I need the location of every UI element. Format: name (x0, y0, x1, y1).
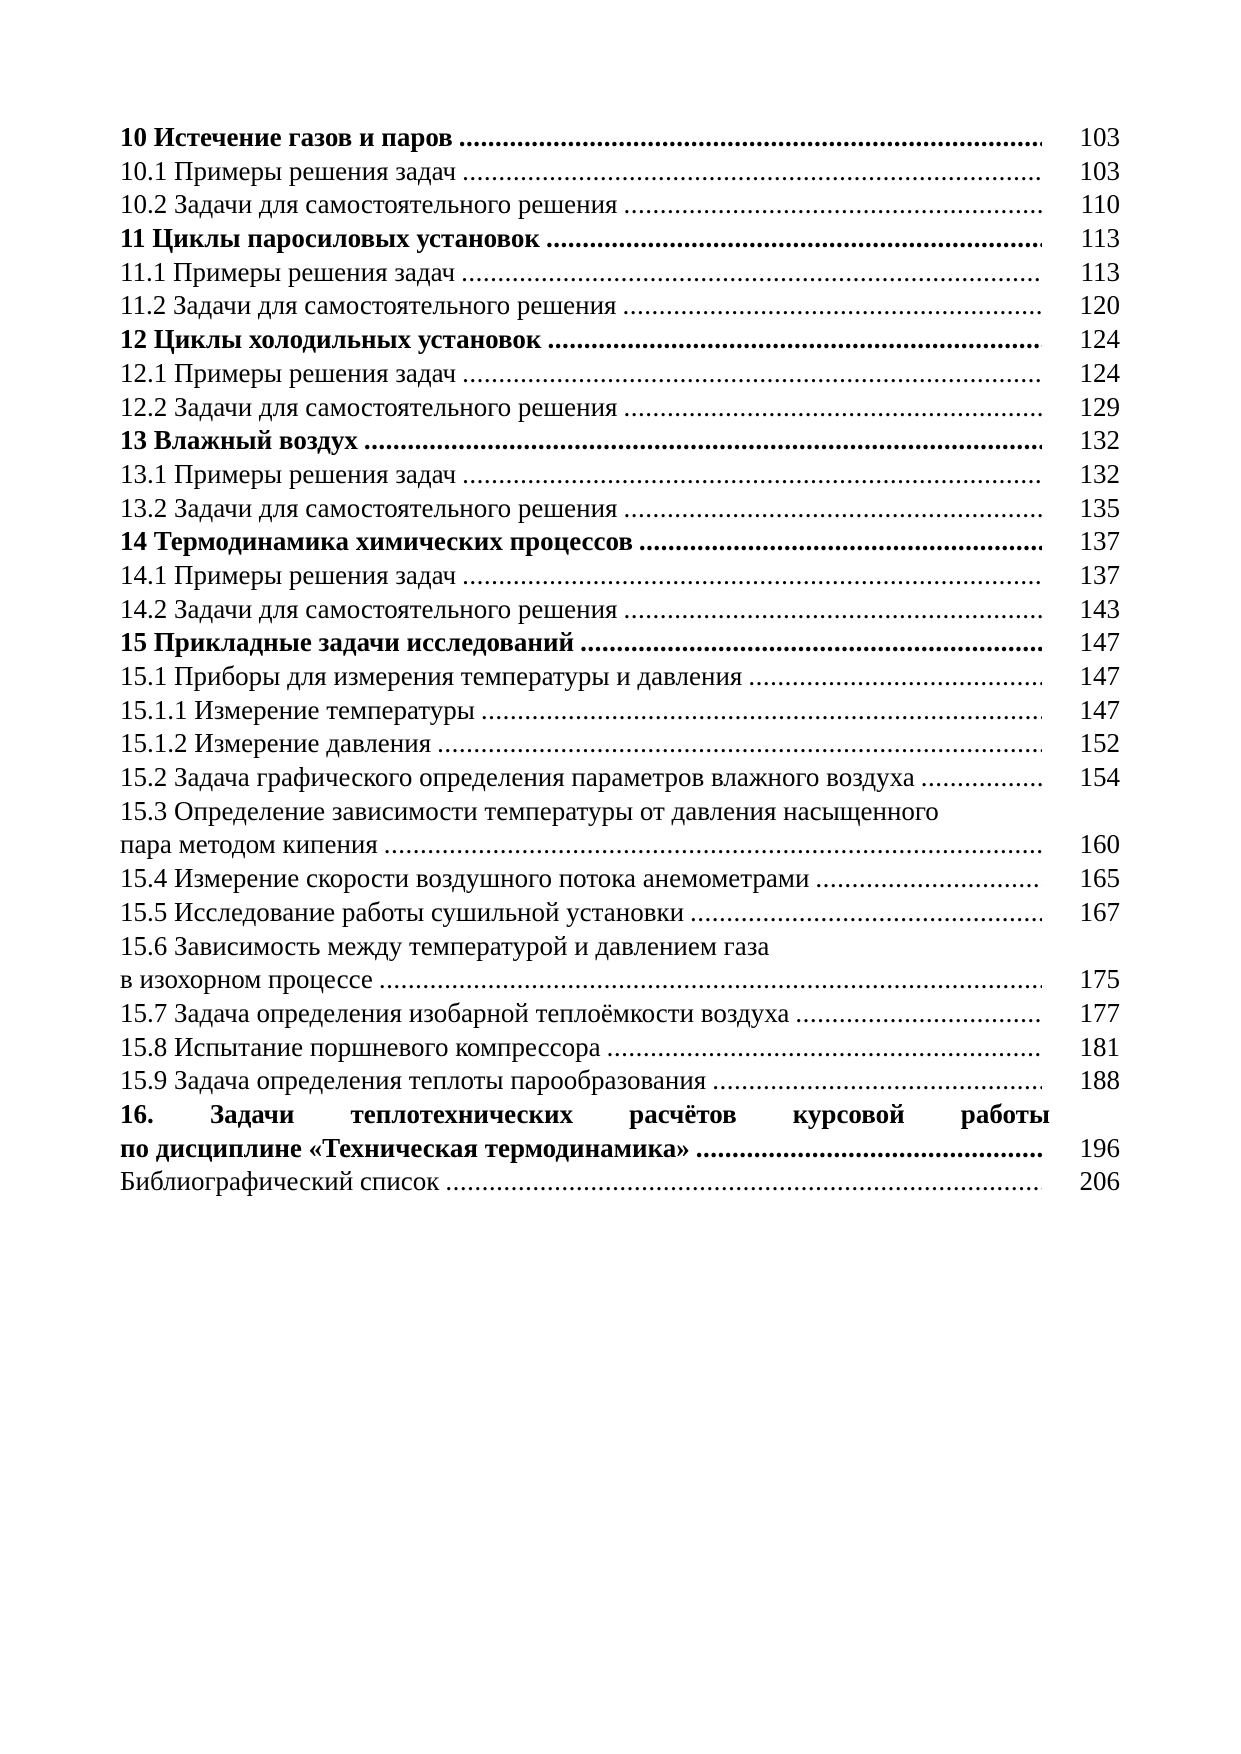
dot-leader (547, 323, 1042, 357)
toc-entry (120, 593, 1120, 627)
dot-leader (815, 862, 1042, 896)
toc-entry (120, 626, 1120, 660)
toc-page-number: 132 (1079, 425, 1120, 456)
toc-page-number: 147 (1079, 627, 1120, 658)
toc-page-number: 196 (1079, 1132, 1120, 1163)
toc-page-number: 181 (1079, 1031, 1120, 1062)
toc-page-number: 113 (1080, 223, 1120, 254)
dot-leader (748, 660, 1042, 694)
toc-entry (120, 1064, 1120, 1098)
toc-entry-title: 12.1 Примеры решения задач (120, 357, 457, 388)
toc-entry-title: 12.2 Задачи для самостоятельного решения (120, 391, 618, 422)
toc-entry-title: 15.5 Исследование работы сушильной установки (120, 896, 685, 927)
toc-page-number: 165 (1079, 863, 1120, 894)
toc-entry (120, 424, 1120, 458)
dot-leader (462, 559, 1042, 593)
toc-entry-title: 13 Влажный воздух (120, 425, 358, 456)
toc-page-number: 137 (1079, 559, 1120, 590)
dot-leader (459, 121, 1042, 155)
toc-entry-title: 10.2 Задачи для самостоятельного решения (120, 189, 618, 220)
toc-page-number: 124 (1079, 357, 1120, 388)
toc-entry-title: пара методом кипения (120, 829, 378, 860)
toc-entry-title: 10.1 Примеры решения задач (120, 155, 457, 186)
table-of-contents (120, 121, 1120, 1199)
toc-entry (120, 289, 1120, 323)
dot-leader (462, 155, 1042, 189)
toc-entry (120, 559, 1120, 593)
toc-entry-title: по дисциплине «Техническая термодинамика» (120, 1132, 690, 1163)
dot-leader (690, 896, 1042, 930)
toc-page-number: 129 (1079, 391, 1120, 422)
word: работы (960, 1098, 1050, 1129)
toc-page-number: 167 (1079, 896, 1120, 927)
toc-entry (120, 256, 1120, 290)
toc-entry-title: 15.8 Испытание поршневого компрессора (120, 1031, 601, 1062)
toc-entry-title: 14.2 Задачи для самостоятельного решения (120, 593, 618, 624)
toc-entry-title: 15.4 Измерение скорости воздушного потока анемометрами (120, 863, 810, 894)
word: Задачи (209, 1098, 295, 1129)
toc-entry-16-title-line1 (120, 1098, 1050, 1132)
toc-entry-title: 15.7 Задача определения изобарной теплоёмкости воздуха (120, 997, 790, 1028)
dot-leader (623, 492, 1042, 526)
toc-entry (120, 997, 1120, 1031)
toc-page-number: 147 (1079, 661, 1120, 691)
toc-page-number: 143 (1079, 593, 1120, 624)
toc-entry (120, 458, 1120, 492)
toc-entry (120, 525, 1120, 559)
toc-page-number: 132 (1079, 458, 1120, 489)
toc-entry (120, 188, 1120, 222)
word: теплотехнических (350, 1098, 574, 1129)
dot-leader (795, 997, 1042, 1031)
dot-leader (546, 222, 1042, 256)
toc-entry-title: 15.1.1 Измерение температуры (120, 694, 475, 725)
toc-entry-title: 15.6 Зависимость между температурой и давлением газа (120, 930, 770, 961)
toc-entry (120, 963, 1120, 997)
dot-leader (445, 1165, 1042, 1199)
toc-entry-title: 15.1 Приборы для измерения температуры и давления (120, 661, 743, 691)
dot-leader (461, 256, 1042, 290)
toc-page-number: 175 (1079, 964, 1120, 995)
toc-page-number: 154 (1079, 762, 1120, 793)
toc-page-number: 110 (1080, 189, 1120, 220)
toc-entry (120, 727, 1120, 761)
toc-entry (120, 896, 1120, 930)
toc-entry (120, 121, 1120, 155)
dot-leader (623, 188, 1042, 222)
toc-entry-title: 14.1 Примеры решения задач (120, 559, 457, 590)
toc-entry (120, 1031, 1120, 1065)
toc-entry-title: 12 Циклы холодильных установок (120, 324, 542, 355)
toc-entry (120, 492, 1120, 526)
dot-leader (607, 1031, 1042, 1065)
toc-page-number: 177 (1079, 997, 1120, 1028)
toc-page-number: 188 (1079, 1065, 1120, 1096)
toc-entry-title: 10 Истечение газов и паров (120, 122, 453, 152)
toc-entry (120, 795, 1120, 829)
toc-entry-title: 15 Прикладные задачи исследований (120, 627, 575, 658)
toc-page-number: 206 (1079, 1166, 1120, 1197)
toc-entry (120, 761, 1120, 795)
toc-page-number: 147 (1079, 694, 1120, 725)
toc-entry-bibliography (120, 1165, 1120, 1199)
dot-leader (481, 694, 1042, 728)
toc-entry (120, 862, 1120, 896)
toc-page-number: 120 (1079, 290, 1120, 321)
toc-entry (120, 391, 1120, 425)
dot-leader (921, 761, 1042, 795)
toc-entry-title: 15.2 Задача графического определения параметров влажного воздуха (120, 762, 915, 793)
toc-page-number: 103 (1079, 122, 1120, 152)
toc-page-number: 152 (1079, 728, 1120, 759)
toc-page-number: 113 (1080, 256, 1120, 287)
toc-entry (120, 222, 1120, 256)
toc-entry (120, 660, 1120, 694)
dot-leader (364, 424, 1042, 458)
toc-entry (120, 828, 1120, 862)
dot-leader (462, 357, 1042, 391)
dot-leader (623, 391, 1042, 425)
dot-leader (712, 1064, 1042, 1098)
toc-entry-title: 13.2 Задачи для самостоятельного решения (120, 492, 618, 523)
dot-leader (462, 458, 1042, 492)
dot-leader (580, 626, 1042, 660)
word: 16. (120, 1098, 154, 1129)
toc-entry-title: 11.2 Задачи для самостоятельного решения (120, 290, 617, 321)
toc-page-number: 160 (1079, 829, 1120, 860)
word: курсовой (792, 1098, 905, 1129)
toc-entry-title: 14 Термодинамика химических процессов (120, 526, 633, 557)
toc-entry (120, 930, 1120, 964)
toc-entry (120, 694, 1120, 728)
toc-page-number: 124 (1079, 324, 1120, 355)
toc-page-number: 137 (1079, 526, 1120, 557)
toc-entry-title: 11.1 Примеры решения задач (120, 256, 456, 287)
toc-entry-title: 13.1 Примеры решения задач (120, 458, 457, 489)
dot-leader (639, 525, 1042, 559)
dot-leader (696, 1132, 1042, 1166)
dot-leader (437, 727, 1042, 761)
toc-entry-title: 15.1.2 Измерение давления (120, 728, 432, 759)
word: расчётов (629, 1098, 737, 1129)
toc-entry-16-line1 (120, 1098, 1120, 1132)
toc-page-number: 135 (1079, 492, 1120, 523)
toc-entry (120, 323, 1120, 357)
dot-leader (623, 593, 1042, 627)
toc-entry-16-line2 (120, 1132, 1120, 1166)
toc-page-number: 103 (1079, 155, 1120, 186)
toc-entry-title: 15.3 Определение зависимости температуры от давления насыщенного (120, 795, 939, 826)
toc-entry-title: 11 Циклы паросиловых установок (120, 223, 540, 254)
toc-entry-title: Библиографический список (120, 1166, 440, 1197)
dot-leader (384, 828, 1042, 862)
dot-leader (379, 963, 1042, 997)
toc-entry-title: в изохорном процессе (120, 964, 373, 995)
dot-leader (622, 289, 1042, 323)
toc-entry (120, 357, 1120, 391)
toc-entry (120, 155, 1120, 189)
toc-entry-title: 15.9 Задача определения теплоты парообразования (120, 1065, 707, 1096)
